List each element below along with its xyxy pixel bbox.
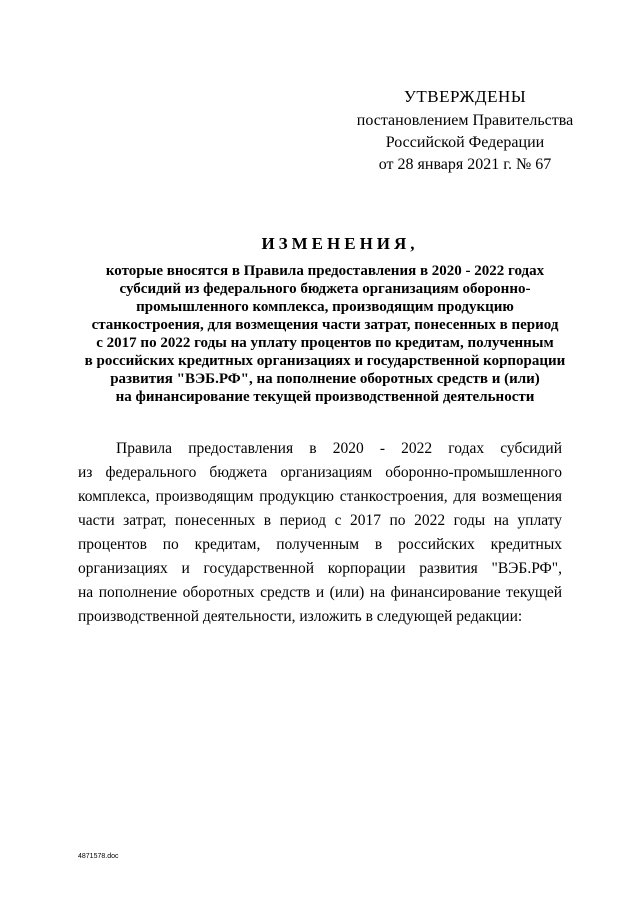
subtitle-line: станкостроения, для возмещения части затрат, понесенных в период [91, 317, 559, 333]
subtitle-line: промышленного комплекса, производящим продукцию [136, 299, 514, 315]
approval-line-2: Российской Федерации [385, 134, 545, 151]
approval-line-1: постановлением Правительства [356, 112, 574, 129]
approval-line-3: от 28 января 2021 г. № 67 [378, 156, 552, 173]
body-line: части затрат, понесенных в период с 2017 по 2022 годы на уплату [78, 512, 562, 529]
body-paragraph [78, 437, 562, 629]
body-line: из федерального бюджета организациям оборонно-промышленного [78, 464, 562, 481]
body-line: комплекса, производящим продукцию станкостроения, для возмещения [78, 488, 562, 505]
subtitle-line: в российских кредитных организациях и государственной корпорации [84, 353, 566, 369]
subtitle-line: с 2017 по 2022 годы на уплату процентов по кредитам, полученным [96, 335, 554, 351]
body-line: производственной деятельности, изложить в следующей редакции: [78, 608, 523, 625]
subtitle-line: субсидий из федерального бюджета организациям оборонно- [119, 281, 531, 297]
body-line: на пополнение оборотных средств и (или) на финансирование текущей [78, 584, 562, 601]
subtitle-line: которые вносятся в Правила предоставления в 2020 - 2022 годах [105, 263, 545, 279]
document-title: ИЗМЕНЕНИЯ, [261, 234, 419, 253]
document-subtitle [75, 262, 575, 406]
approval-heading: УТВЕРЖДЕНЫ [403, 87, 527, 106]
approval-block [330, 86, 600, 176]
subtitle-line: развития "ВЭБ.РФ", на пополнение оборотных средств и (или) [110, 371, 540, 387]
subtitle-line: на финансирование текущей производственной деятельности [115, 389, 535, 405]
body-line: процентов по кредитам, полученным в российских кредитных [78, 536, 562, 553]
body-line: Правила предоставления в 2020 - 2022 годах субсидий [116, 440, 562, 457]
body-line: организациях и государственной корпорации развития "ВЭБ.РФ", [78, 560, 562, 577]
file-reference: 4871578.doc [78, 853, 119, 860]
